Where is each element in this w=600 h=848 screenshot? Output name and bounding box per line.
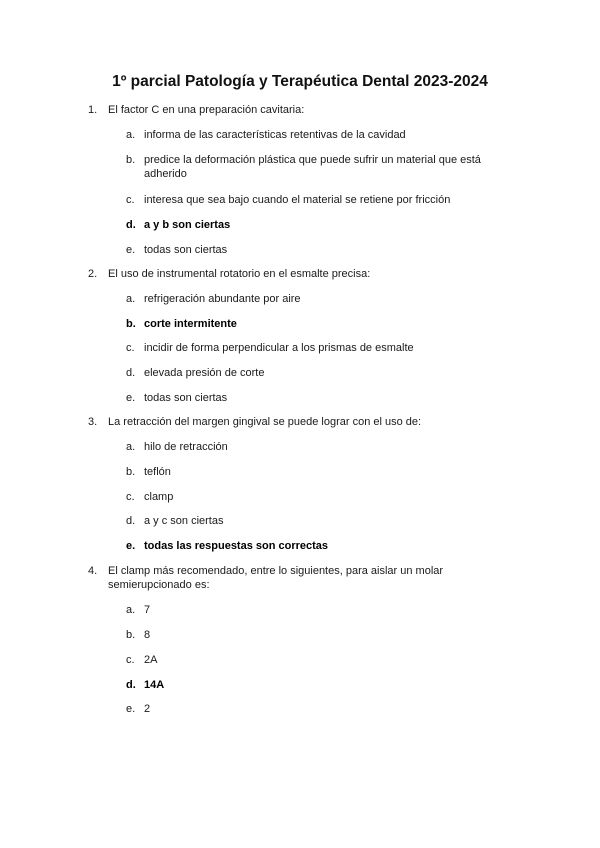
option-letter: e. (126, 703, 136, 715)
question-text: El uso de instrumental rotatorio en el esmalte precisa: (108, 268, 371, 280)
option-letter: e. (126, 540, 136, 552)
option-letter: b. (126, 466, 136, 478)
option-text: informa de las características retentivas de la cavidad (144, 129, 406, 141)
option-1c (126, 193, 496, 207)
option-4d (126, 678, 496, 692)
option-text: a y c son ciertas (144, 515, 224, 527)
option-letter: d. (126, 367, 136, 379)
option-text: todas son ciertas (144, 244, 228, 256)
option-text: corte intermitente (144, 318, 237, 330)
option-4b (126, 628, 496, 642)
question-number: 2. (88, 268, 98, 280)
page-title: 1º parcial Patología y Terapéutica Dental 2023-2024 (112, 73, 488, 90)
option-1d (126, 218, 496, 232)
option-letter: b. (126, 154, 136, 166)
option-text: incidir de forma perpendicular a los prismas de esmalte (144, 342, 414, 354)
option-text: elevada presión de corte (144, 367, 265, 379)
option-letter: a. (126, 604, 136, 616)
question-text: El clamp más recomendado, entre lo siguientes, para aislar un molar semierupcionado es: (108, 565, 444, 591)
option-3b (126, 465, 496, 479)
option-3c (126, 490, 496, 504)
option-text: 2 (144, 703, 151, 715)
question-number: 1. (88, 104, 98, 116)
option-letter: c. (126, 342, 135, 354)
option-letter: a. (126, 293, 136, 305)
option-2d (126, 366, 496, 380)
option-letter: d. (126, 515, 136, 527)
option-3a (126, 440, 496, 454)
option-2b (126, 317, 496, 331)
question-number: 4. (88, 565, 98, 577)
option-3d (126, 514, 496, 528)
option-4e (126, 702, 496, 716)
option-1b (126, 153, 496, 181)
option-text: 2A (144, 654, 158, 666)
question-4 (88, 564, 488, 592)
option-text: 7 (144, 604, 151, 616)
question-3 (88, 415, 488, 429)
option-text: 8 (144, 629, 151, 641)
option-letter: b. (126, 629, 136, 641)
option-letter: a. (126, 129, 136, 141)
question-text: La retracción del margen gingival se puede lograr con el uso de: (108, 416, 422, 428)
option-1e (126, 243, 496, 257)
option-4a (126, 603, 496, 617)
option-text: clamp (144, 491, 174, 503)
question-2 (88, 267, 488, 281)
option-letter: a. (126, 441, 136, 453)
question-text: El factor C en una preparación cavitaria: (108, 104, 305, 116)
question-number: 3. (88, 416, 98, 428)
option-letter: c. (126, 654, 135, 666)
option-text: refrigeración abundante por aire (144, 293, 301, 305)
option-letter: d. (126, 679, 136, 691)
option-text: hilo de retracción (144, 441, 228, 453)
option-letter: c. (126, 194, 135, 206)
option-2e (126, 391, 496, 405)
option-letter: e. (126, 244, 136, 256)
option-1a (126, 128, 496, 142)
question-1 (88, 103, 488, 117)
option-2a (126, 292, 496, 306)
option-4c (126, 653, 496, 667)
option-letter: b. (126, 318, 136, 330)
option-letter: d. (126, 219, 136, 231)
option-text: a y b son ciertas (144, 219, 231, 231)
option-text: predice la deformación plástica que puede sufrir un material que está adherido (144, 154, 481, 180)
option-letter: c. (126, 491, 135, 503)
option-text: teflón (144, 466, 171, 478)
option-text: todas las respuestas son correctas (144, 540, 329, 552)
option-text: todas son ciertas (144, 392, 228, 404)
option-2c (126, 341, 496, 355)
option-letter: e. (126, 392, 136, 404)
option-3e (126, 539, 496, 553)
option-text: interesa que sea bajo cuando el material se retiene por fricción (144, 194, 451, 206)
option-text: 14A (144, 679, 165, 691)
